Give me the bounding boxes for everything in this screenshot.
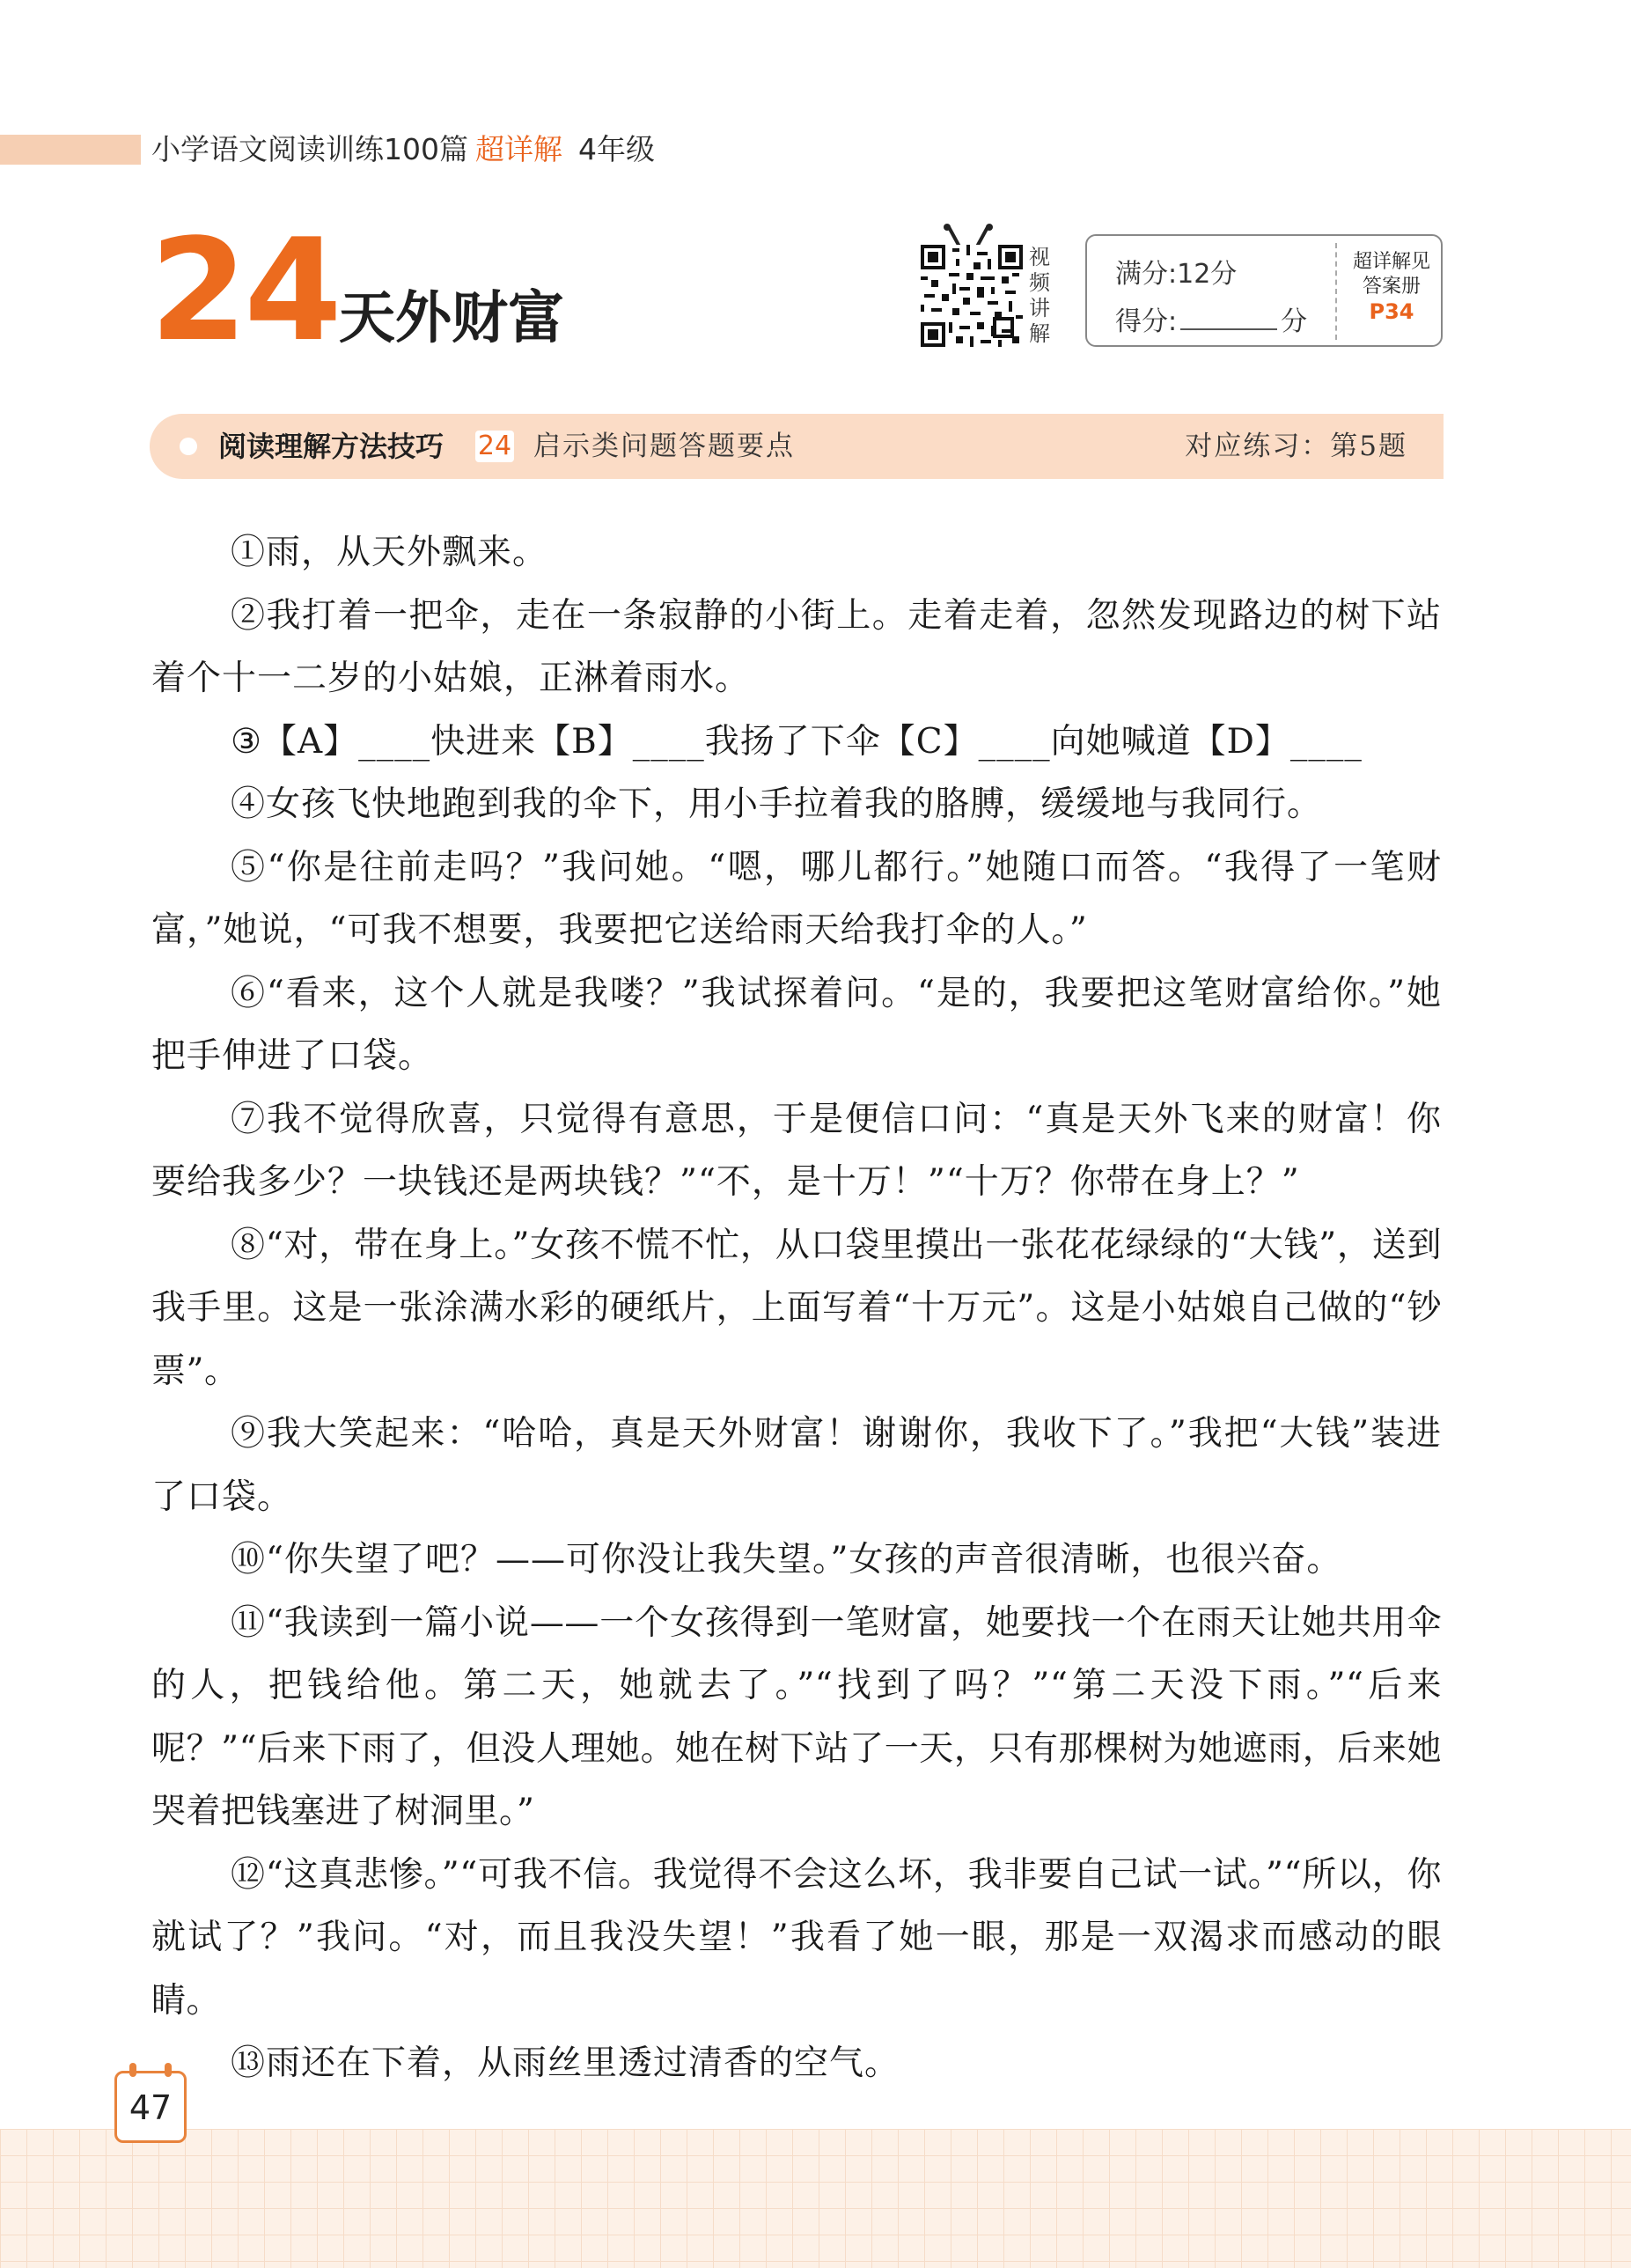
answer-ref-line1: 超详解见 <box>1352 251 1430 273</box>
score-unit: 分 <box>1281 306 1308 337</box>
passage <box>151 521 1442 2095</box>
footer-grid <box>0 2129 1631 2268</box>
lesson-number: 24 <box>150 208 339 372</box>
lesson-title: 天外财富 <box>339 286 564 351</box>
paragraph-11: ⑪“我读到一篇小说——一个女孩得到一笔财富，她要找一个在雨天让她共用伞的人，把钱给他。第二天，她就去了。”“找到了吗？”“第二天没下雨。”“后来呢？”“后来下雨了，但没人理她。她在树下站了一天，只有那棵树为她遮雨，后来她哭着把钱塞进了树洞里。” <box>151 1602 1442 1831</box>
book-title: 小学语文阅读训练100篇 <box>151 132 468 166</box>
full-marks: 满分:12分 <box>1115 259 1238 290</box>
paragraph-7: ⑦我不觉得欣喜，只觉得有意思，于是便信口问：“真是天外飞来的财富！你要给我多少？一块钱还是两块钱？”“不，是十万！”“十万？你带在身上？” <box>151 1099 1442 1202</box>
paragraph-10: ⑩“你失望了吧？——可你没让我失望。”女孩的声音很清晰，也很兴奋。 <box>231 1540 1342 1580</box>
method-number: 24 <box>475 431 514 462</box>
paragraph-8: ⑧“对，带在身上。”女孩不慌不忙，从口袋里摸出一张花花绿绿的“大钱”，送到我手里。这是一张涂满水彩的硬纸片，上面写着“十万元”。这是小姑娘自己做的“钞票”。 <box>151 1225 1442 1391</box>
score-divider <box>1335 243 1337 340</box>
score-blank[interactable] <box>1180 306 1277 330</box>
paragraph-12: ⑫“这真悲惨。”“可我不信。我觉得不会这么坏，我非要自己试一试。”“所以，你就试了？”我问。“对，而且我没失望！”我看了她一眼，那是一双渴求而感动的眼睛。 <box>151 1854 1442 2021</box>
book-highlight: 超详解 <box>475 132 562 166</box>
qr-code-icon[interactable] <box>921 245 1023 347</box>
answer-ref-line2: 答案册 <box>1362 276 1421 298</box>
paragraph-6: ⑥“看来，这个人就是我喽？”我试探着问。“是的，我要把这笔财富给你。”她把手伸进了口袋。 <box>151 973 1442 1076</box>
score-box <box>1085 234 1443 347</box>
paragraph-13: ⑬雨还在下着，从雨丝里透过清香的空气。 <box>231 2043 900 2083</box>
qr-label: 视频讲解 <box>1029 245 1050 346</box>
calendar-ring <box>129 2063 136 2077</box>
paragraph-1: ①雨，从天外飘来。 <box>231 533 548 572</box>
answer-page: P34 <box>1369 299 1414 324</box>
paragraph-4: ④女孩飞快地跑到我的伞下，用小手拉着我的胳膊，缓缓地与我同行。 <box>231 784 1323 824</box>
method-practice: 对应练习：第5题 <box>1185 431 1407 462</box>
score-label: 得分: <box>1115 306 1178 337</box>
paragraph-5: ⑤“你是往前走吗？”我问她。“嗯，哪儿都行。”她随口而答。“我得了一笔财富，”她说，“可我不想要，我要把它送给雨天给我打伞的人。” <box>151 847 1442 950</box>
method-subtitle: 启示类问题答题要点 <box>533 431 795 462</box>
book-grade: 4年级 <box>578 132 655 166</box>
book-header <box>151 129 655 171</box>
method-title: 阅读理解方法技巧 <box>218 430 444 463</box>
answer-reference <box>1341 250 1443 324</box>
paragraph-9: ⑨我大笑起来：“哈哈，真是天外财富！谢谢你，我收下了。”我把“大钱”装进了口袋。 <box>151 1414 1442 1517</box>
page-number: 47 <box>129 2088 173 2127</box>
header-accent-bar <box>0 135 141 165</box>
paragraph-2: ②我打着一把伞，走在一条寂静的小街上。走着走着，忽然发现路边的树下站着个十一二岁的小姑娘，正淋着雨水。 <box>151 595 1442 698</box>
calendar-ring <box>165 2063 172 2077</box>
paragraph-3: ③【A】____快进来【B】____我扬了下伞【C】____向她喊道【D】____ <box>231 721 1363 762</box>
calendar-icon <box>114 2071 187 2143</box>
bullet-dot-icon <box>180 438 197 455</box>
score-row <box>1115 299 1307 338</box>
